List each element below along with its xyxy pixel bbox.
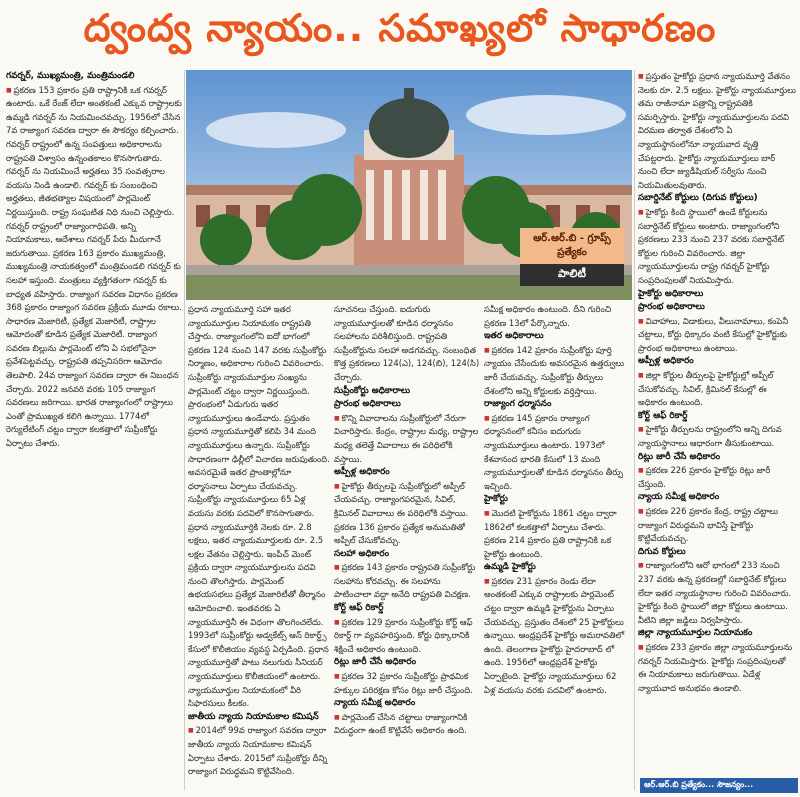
col5-sub2: అప్పీళ్ల అధికారం	[638, 356, 694, 367]
col5-text9: ■ ప్రకరణ 233 ప్రకారం జిల్లా న్యాయమూర్తులను గవర్నర్ నియమిస్తారు. హైకోర్టు సంప్రదింపులతో ఈ నియామకాలు జరుగుతాయి. ఏడేళ్ల న్యాయవాద అనుభవం ఉండాలి.	[638, 641, 796, 695]
col3-sub6: న్యాయ సమీక్ష అధికారం	[334, 698, 416, 709]
page-headline	[0, 0, 800, 66]
col4-sub2: ఉమ్మడి హైకోర్టు	[484, 562, 536, 573]
col5-text5: ■ హైకోర్టు తీర్పులను రాష్ట్రంలోని అన్ని దిగువ న్యాయస్థానాలు ఆధారంగా తీసుకుంటాయి.	[638, 423, 796, 450]
column-5	[638, 70, 796, 776]
col1-text: ■ ప్రకరణ 153 ప్రకారం ప్రతి రాష్ట్రానికి ఒక గవర్నర్ ఉంటారు. ఒకే రేంజ్ లేదా అంతకంటే ఎక్కువ రాష్ట్రాలకు ఉమ్మడి గవర్నర్ ను నియమించవచ్చు. 1956లో చేసిన 7వ రాజ్యాంగ సవరణ ద్వారా ఈ సౌకర్యం కల్పించారు. గవర్నర్ రాష్ట్రంలో ఉన్న సంపత్తులు అధికారాలను రాష్ట్రపతి విశ్వాసం ఉన్నంతకాలం కొనసాగుతారు. గవర్నర్ ను నియమించే అర్హతలు 35 సంవత్సరాల వయసు నిండి ఉండాలి. గవర్నర్ కు సంబంధించి అర్హతలు, జీతభత్యాల విషయంలో పార్లమెంట్ నిర్ణయిస్తుంది. రాష్ట్ర సంఘటిత నిధి నుంచి చెల్లిస్తారు. గవర్నర్ రాష్ట్రంలో రాజ్యాంగాధిపతి. అన్ని నియామకాలు, ఆదేశాలు గవర్నర్ పేరు మీదుగానే జరుగుతాయి. ప్రకరణ 163 ప్రకారం ముఖ్యమంత్రి, ముఖ్యమంత్రి నాయకత్వంలో మంత్రిమండలి గవర్నర్ కు సలహా ఇస్తుంది. మంత్రులు వ్యక్తిగతంగా గవర్నర్ కు బాధ్యత వహిస్తారు. రాజ్యాంగ సవరణ విధానం ప్రకరణ 368 ప్రకారం రాజ్యాంగ సవరణ ప్రక్రియ మూడు రకాలు. సాధారణ మెజారిటీ, ప్రత్యేక మెజారిటీ, రాష్ట్రాల ఆమోదంతో కూడిన ప్రత్యేక మెజారిటీ. రాజ్యాంగ సవరణ బిల్లును పార్లమెంట్ లోని ఏ సభలోనైనా ప్రవేశపెట్టవచ్చు. రాష్ట్రపతి తప్పనిసరిగా ఆమోదం తెలపాలి. 24వ రాజ్యాంగ సవరణ ద్వారా ఈ నిబంధన చేర్చారు. 2022 జనవరి వరకు 105 రాజ్యాంగ సవరణలు జరిగాయి. భారత రాజ్యాంగంలో రాష్ట్రాలు ఎంతో ప్రాముఖ్యత కలిగి ఉన్నాయి. 1774లో రెగ్యులేటింగ్ చట్టం ద్వారా కలకత్తాలో సుప్రీంకోర్టు ఏర్పాటు చేశారు.	[6, 84, 182, 451]
supreme-court-photo	[186, 70, 632, 300]
col3-text5: ■ ప్రకరణ 129 ప్రకారం సుప్రీంకోర్టు కోర్ట్ ఆఫ్ రికార్డ్ గా వ్యవహరిస్తుంది. కోర్టు ధిక్కారానికి శిక్షించే అధికారం ఉంటుంది.	[334, 616, 480, 657]
col4-heading3: హైకోర్టు	[484, 494, 508, 505]
col4-text4: ■ మొదటి హైకోర్టును 1861 చట్టం ద్వారా 1862లో కలకత్తాలో ఏర్పాటు చేశారు. ప్రకరణ 214 ప్రకారం ప్రతి రాష్ట్రానికి ఒక హైకోర్టు ఉంటుంది.	[484, 507, 630, 561]
col3-sub3: సలహా అధికారం	[334, 548, 390, 559]
col2-text2: ■ 2014లో 99వ రాజ్యాంగ సవరణ ద్వారా జాతీయ న్యాయ నియామకాల కమిషన్ ఏర్పాటు చేశారు. 2015లో సుప్రీంకోర్టు దీన్ని రాజ్యాంగ విరుద్ధమని కొట్టివేసింది.	[188, 724, 330, 778]
credit-names: ఆర్.ఆర్.బి - గ్రూప్స్ ప్రత్యేకం	[520, 228, 624, 264]
col4-text2: ■ ప్రకరణ 142 ప్రకారం సుప్రీంకోర్టు పూర్తి న్యాయం చేసేందుకు అవసరమైన ఉత్తర్వులు జారీ చేయవచ్చు. సుప్రీంకోర్టు తీర్పులు దేశంలోని అన్ని కోర్టులకు వర్తిస్తాయి.	[484, 344, 630, 398]
column-2	[188, 303, 330, 792]
column-4	[484, 303, 630, 792]
col4-text5: ■ ప్రకరణ 231 ప్రకారం రెండు లేదా అంతకంటే ఎక్కువ రాష్ట్రాలకు పార్లమెంట్ చట్టం ద్వారా ఉమ్మడి హైకోర్టును ఏర్పాటు చేయవచ్చు. ప్రస్తుతం దేశంలో 25 హైకోర్టులు ఉన్నాయి. ఆంధ్రప్రదేశ్ హైకోర్టు అమరావతిలో ఉంది. తెలంగాణ హైకోర్టు హైదరాబాద్ లో ఉంది. 1956లో ఆంధ్రప్రదేశ్ హైకోర్టు ఏర్పాటైంది. హైకోర్టు న్యాయమూర్తులు 62 ఏళ్ల వయసు వరకు పదవిలో ఉంటారు.	[484, 575, 630, 697]
col5-heading2: సబార్డినేట్ కోర్టులు (దిగువ కోర్టులు)	[638, 193, 758, 204]
col2-heading2: జాతీయ న్యాయ నియామకాల కమిషన్	[188, 711, 319, 722]
col2-text1: ప్రధాన న్యాయమూర్తి సహా ఇతర న్యాయమూర్తుల నియామకం రాష్ట్రపతి చేస్తారు. రాజ్యాంగంలోని ఐదో భాగంలో ప్రకరణ 124 నుంచి 147 వరకు సుప్రీంకోర్టు నిర్మాణం, అధికారాల గురించి వివరించారు. సుప్రీంకోర్టు న్యాయమూర్తుల సంఖ్యను పార్లమెంట్ చట్టం ద్వారా నిర్ణయిస్తుంది. ప్రారంభంలో ఏడుగురు ఇతర న్యాయమూర్తులు ఉండేవారు. ప్రస్తుతం ప్రధాన న్యాయమూర్తితో కలిపి 34 మంది న్యాయమూర్తులు ఉన్నారు. సుప్రీంకోర్టు సాధారణంగా ఢిల్లీలో విచారణ జరుపుతుంది. అవసరమైతే ఇతర ప్రాంతాల్లోనూ ధర్మాసనాలు ఏర్పాటు చేయవచ్చు. సుప్రీంకోర్టు న్యాయమూర్తులు 65 ఏళ్ల వయసు వరకు పదవిలో కొనసాగుతారు. ప్రధాన న్యాయమూర్తికి నెలకు రూ. 2.8 లక్షలు, ఇతర న్యాయమూర్తులకు రూ. 2.5 లక్షల వేతనం చెల్లిస్తారు. ఇంపీచ్ మెంట్ ప్రక్రియ ద్వారా న్యాయమూర్తులను పదవి నుంచి తొలగిస్తారు. పార్లమెంట్ ఉభయసభలు ప్రత్యేక మెజారిటీతో తీర్మానం ఆమోదించాలి. ఇంతవరకు ఏ న్యాయమూర్తినీ ఈ విధంగా తొలగించలేదు. 1993లో సుప్రీంకోర్టు అడ్వకేట్స్ ఆన్ రికార్డ్స్ కేసులో కొలీజియం వ్యవస్థ ఏర్పడింది. ప్రధాన న్యాయమూర్తితో పాటు నలుగురు సీనియర్ న్యాయమూర్తులు కొలీజియంలో ఉంటారు. న్యాయమూర్తుల నియామకంలో వీరి సిఫారసులు కీలకం.	[188, 304, 330, 709]
col5-text2: ■ హైకోర్టు కింది స్థాయిలో ఉండే కోర్టులను సబార్డినేట్ కోర్టులు అంటారు. రాజ్యాంగంలోని ప్రకరణలు 233 నుంచి 237 వరకు సబార్డినేట్ కోర్టుల గురించి వివరించారు. జిల్లా న్యాయమూర్తులను రాష్ట్ర గవర్నర్ హైకోర్టు సంప్రదింపులతో నియమిస్తారు.	[638, 206, 796, 288]
col5-text1: ■ ప్రస్తుతం హైకోర్టు ప్రధాన న్యాయమూర్తి వేతనం నెలకు రూ. 2.5 లక్షలు. హైకోర్టు న్యాయమూర్తులు తమ రాజీనామా పత్రాన్ని రాష్ట్రపతికి సమర్పిస్తారు. హైకోర్టు న్యాయమూర్తులను పదవి విరమణ తర్వాత దేశంలోని ఏ న్యాయస్థానంలోనూ న్యాయవాద వృత్తి చేపట్టరాదు. హైకోర్టు న్యాయమూర్తులు బార్ నుంచి లేదా జ్యుడీషియల్ సర్వీసు నుంచి నియమితులవుతారు.	[638, 70, 796, 192]
col3-sub1: ప్రారంభ అధికారాలు	[334, 399, 401, 410]
col3-text4: ■ ప్రకరణ 143 ప్రకారం రాష్ట్రపతి సుప్రీంకోర్టు సలహాను కోరవచ్చు. ఈ సలహాను పాటించాలా వద్దా అనేది రాష్ట్రపతి విచక్షణ.	[334, 561, 480, 602]
col3-text1: సూచనలు చేస్తుంది. ఐదుగురు న్యాయమూర్తులతో కూడిన ధర్మాసనం సలహాలను పరిశీలిస్తుంది. రాష్ట్రపతి సుప్రీంకోర్టును సలహా అడగవచ్చు. సంబంధిత కొత్త ప్రకరణలు 124(ఎ), 124(బి), 124(సి) చేర్చారు.	[334, 304, 480, 382]
col4-text3: ■ ప్రకరణ 145 ప్రకారం రాజ్యాంగ ధర్మాసనంలో కనీసం ఐదుగురు న్యాయమూర్తులు ఉంటారు. 1973లో కేశవానంద భారతి కేసులో 13 మంది న్యాయమూర్తులతో కూడిన ధర్మాసనం తీర్పు ఇచ్చింది.	[484, 412, 630, 494]
col1-heading: గవర్నర్, ముఖ్యమంత్రి, మంత్రిమండలి	[6, 71, 135, 81]
col5-sub6: దిగువ కోర్టులు	[638, 546, 686, 557]
headline-text: ద్వంద్వ న్యాయం.. సమాఖ్యలో సాధారణం	[83, 6, 717, 50]
col5-sub4: రిట్లు జారీ చేసే అధికారం	[638, 451, 721, 462]
col3-text7: ■ పార్లమెంట్ చేసిన చట్టాలు రాజ్యాంగానికి విరుద్ధంగా ఉంటే కొట్టివేసే అధికారం ఉంది.	[334, 711, 480, 738]
col3-sub4: కోర్ట్ ఆఫ్ రికార్డ్	[334, 603, 384, 614]
section-label: పాలిటీ	[520, 264, 624, 286]
column-1	[6, 70, 182, 792]
col5-text7: ■ ప్రకరణ 226 ప్రకారం కేంద్ర, రాష్ట్ర చట్టాలు రాజ్యాంగ విరుద్ధమని భావిస్తే హైకోర్టు కొట్టివేయవచ్చు.	[638, 505, 796, 546]
col5-sub3: కోర్ట్ ఆఫ్ రికార్డ్	[638, 410, 688, 421]
col3-heading2: సుప్రీంకోర్టు అధికారాలు	[334, 385, 411, 396]
column-3	[334, 303, 480, 792]
footer-credit: ఆర్.ఆర్.బి ప్రత్యేకం... సౌజన్యం...	[640, 778, 798, 793]
col5-sub1: ప్రారంభ అధికారాలు	[638, 302, 705, 313]
col5-text6: ■ ప్రకరణ 226 ప్రకారం హైకోర్టు రిట్లు జారీ చేస్తుంది.	[638, 464, 796, 491]
col3-sub5: రిట్లు జారీ చేసే అధికారం	[334, 657, 417, 668]
col5-heading3: హైకోర్టు అధికారాలు	[638, 288, 704, 299]
col3-text3: ■ హైకోర్టు తీర్పులపై సుప్రీంకోర్టులో అప్పీల్ చేయవచ్చు. రాజ్యాంగపరమైన, సివిల్, క్రిమినల్ వివాదాలు ఈ పరిధిలోకి వస్తాయి. ప్రకరణ 136 ప్రకారం ప్రత్యేక అనుమతితో అప్పీల్ చేసుకోవచ్చు.	[334, 480, 480, 548]
col4-text1: సమీక్ష అధికారం ఉంటుంది. దీని గురించి ప్రకరణ 13లో పేర్కొన్నారు.	[484, 304, 612, 328]
col5-sub7: జిల్లా న్యాయమూర్తుల నియామకం	[638, 628, 753, 639]
author-credit	[520, 228, 624, 286]
col4-heading2: ఇతర అధికారాలు	[484, 331, 544, 342]
col4-sub1: రాజ్యాంగ ధర్మాసనం	[484, 399, 552, 410]
col3-text6: ■ ప్రకరణ 32 ప్రకారం సుప్రీంకోర్టు ప్రాథమిక హక్కుల పరిరక్షణ కోసం రిట్లు జారీ చేస్తుంది.	[334, 670, 480, 697]
col3-sub2: అప్పీళ్ల అధికారం	[334, 467, 390, 478]
col3-text2: ■ కొన్ని వివాదాలను సుప్రీంకోర్టులో నేరుగా విచారిస్తారు. కేంద్రం, రాష్ట్రాల మధ్య, రాష్ట్రాల మధ్య తలెత్తే వివాదాలు ఈ పరిధిలోకి వస్తాయి.	[334, 412, 480, 466]
col5-text8: ■ రాజ్యాంగంలోని ఆరో భాగంలో 233 నుంచి 237 వరకు ఉన్న ప్రకరణల్లో సబార్డినేట్ కోర్టులు లేదా ఇతర న్యాయస్థానాల గురించి వివరించారు. హైకోర్టు కింది స్థాయిలో జిల్లా కోర్టులు ఉంటాయి. వీటిని జిల్లా జడ్జిలు నిర్వహిస్తారు.	[638, 559, 796, 627]
col5-text3: ■ వివాహాలు, విడాకులు, వీలునామాలు, కంపెనీ చట్టాలు, కోర్టు ధిక్కారం వంటి కేసుల్లో హైకోర్టుకు ప్రారంభ అధికారాలు ఉంటాయి.	[638, 315, 796, 356]
col5-sub5: న్యాయ సమీక్ష అధికారం	[638, 492, 720, 503]
col5-text4: ■ జిల్లా కోర్టుల తీర్పులపై హైకోర్టుల్లో అప్పీల్ చేసుకోవచ్చు. సివిల్, క్రిమినల్ కేసుల్లో ఈ అధికారం ఉంటుంది.	[638, 369, 796, 410]
